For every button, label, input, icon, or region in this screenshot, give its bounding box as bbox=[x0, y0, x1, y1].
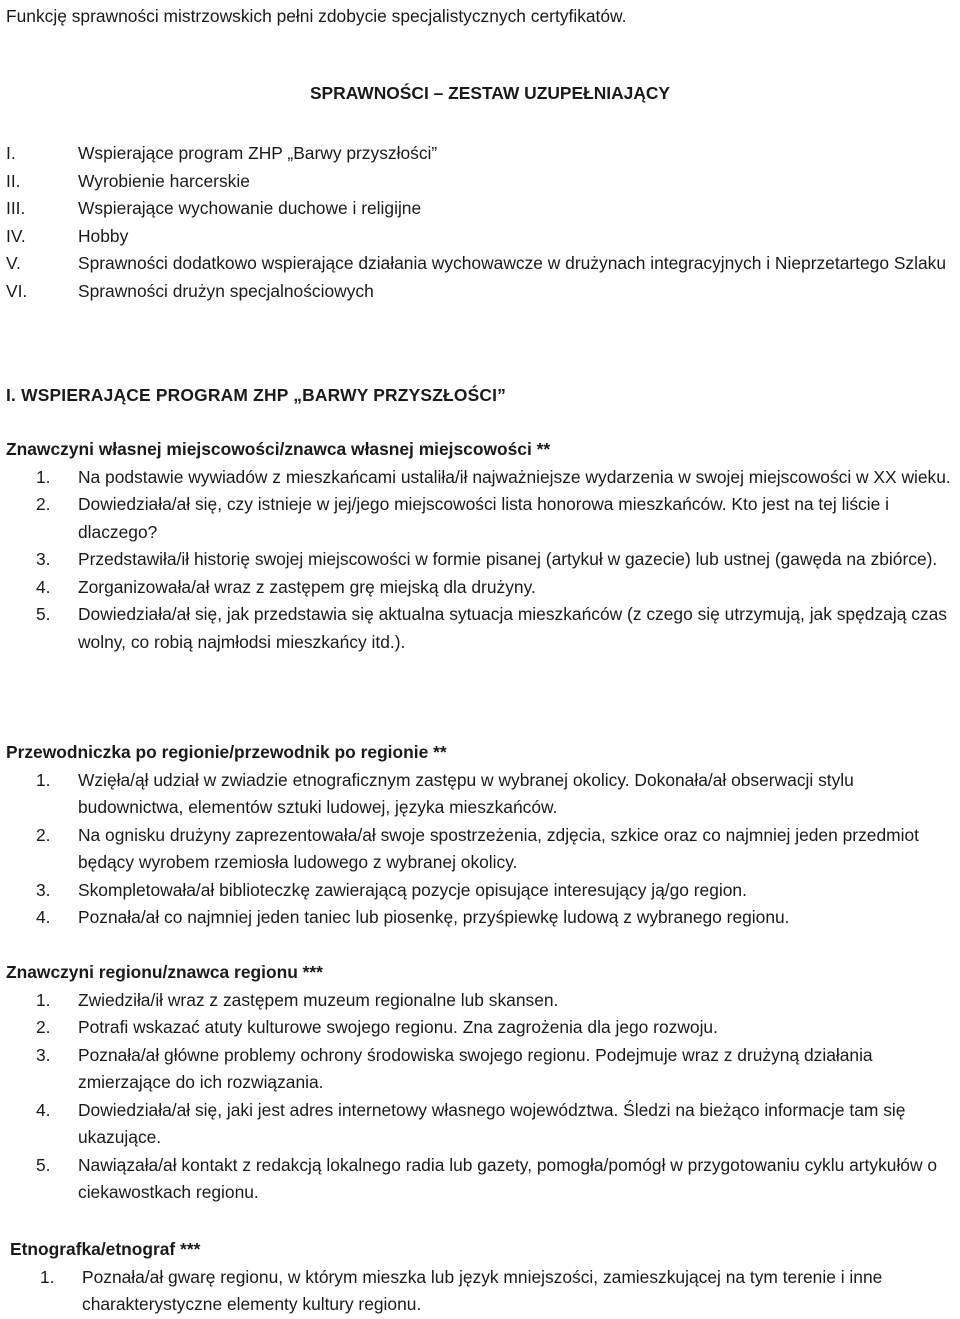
requirement-item bbox=[6, 491, 958, 546]
requirement-text: Dowiedziała/ał się, jaki jest adres internetowy własnego województwa. Śledzi na bieżąco informacje tam się ukazujące. bbox=[78, 1099, 906, 1147]
badge-block-region-guide bbox=[6, 739, 958, 932]
requirement-text: Dowiedziała/ał się, czy istnieje w jej/jego miejscowości lista honorowa mieszkańców. Kto jest na tej liście i dlaczego? bbox=[78, 494, 889, 542]
roman-list-item bbox=[6, 195, 956, 223]
requirement-item bbox=[6, 1014, 958, 1042]
roman-numeral: III. bbox=[6, 198, 26, 218]
requirement-item bbox=[6, 767, 958, 822]
roman-item-text: Wyrobienie harcerskie bbox=[78, 170, 250, 191]
requirement-number: 2. bbox=[36, 494, 51, 514]
requirement-number: 3. bbox=[36, 1044, 51, 1065]
supplement-set-title: SPRAWNOŚCI – ZESTAW UZUPEŁNIAJĄCY bbox=[309, 83, 671, 103]
requirement-text: Nawiązała/ał kontakt z redakcją lokalnego radia lub gazety, pomogła/pomógł w przygotowaniu cyklu artykułów o ciekawostkach regionu. bbox=[78, 1154, 938, 1202]
badge-block-region-expert bbox=[6, 959, 958, 1207]
requirement-text: Dowiedziała/ał się, jak przedstawia się aktualna sytuacja mieszkańców (z czego się utrzymują, jak spędzają czas wolny, co robią najmłodsi mieszkańcy itd.). bbox=[78, 604, 947, 652]
requirement-number: 4. bbox=[36, 907, 51, 927]
roman-item-text: Sprawności dodatkowo wspierające działania wychowawcze w drużynach integracyjnych i Nieprzetartego Szlaku bbox=[78, 253, 947, 273]
requirement-item bbox=[6, 1042, 958, 1097]
requirement-number: 1. bbox=[36, 466, 51, 487]
requirement-item bbox=[6, 546, 958, 574]
requirement-text: Poznała/ał główne problemy ochrony środowiska swojego regionu. Podejmuje wraz z drużyną działania zmierzające do ich rozwiązania. bbox=[78, 1044, 873, 1092]
roman-item-text: Wspierające program ZHP „Barwy przyszłości” bbox=[78, 143, 438, 163]
section-heading: I. WSPIERAJĄCE PROGRAM ZHP „BARWY PRZYSZŁOŚCI” bbox=[6, 385, 507, 405]
requirement-number: 5. bbox=[36, 604, 51, 624]
requirement-text: Poznała/ał gwarę regionu, w którym mieszka lub język mniejszości, zamieszkującej na tym terenie i inne charakterystyczne elementy kultury regionu. bbox=[82, 1266, 883, 1314]
badge-block-ethnographer bbox=[10, 1236, 960, 1319]
requirement-text: Zorganizowała/ał wraz z zastępem grę miejską dla drużyny. bbox=[78, 576, 536, 597]
requirement-item bbox=[6, 601, 958, 656]
badge-title: Znawczyni własnej miejscowości/znawca własnej miejscowości ** bbox=[6, 439, 551, 459]
roman-list-item bbox=[6, 223, 956, 251]
badge-block-local-expert bbox=[6, 436, 958, 656]
requirement-text: Poznała/ał co najmniej jeden taniec lub piosenkę, przyśpiewkę ludową z wybranego regionu. bbox=[78, 907, 790, 927]
requirement-item bbox=[6, 904, 958, 932]
requirement-number: 3. bbox=[36, 879, 51, 900]
requirement-item bbox=[6, 822, 958, 877]
requirement-text: Na podstawie wywiadów z mieszkańcami ustaliła/ił najważniejsze wydarzenia w swojej miejscowości w XX wieku. bbox=[78, 466, 951, 487]
roman-list-item bbox=[6, 168, 956, 196]
requirement-item bbox=[6, 877, 958, 905]
requirement-number: 4. bbox=[36, 1099, 51, 1120]
requirement-number: 1. bbox=[40, 1266, 55, 1287]
requirement-text: Przedstawiła/ił historię swojej miejscowości w formie pisanej (artykuł w gazecie) lub ustnej (gawęda na zbiórce). bbox=[78, 549, 938, 569]
roman-list-item bbox=[6, 140, 956, 168]
requirement-text: Skompletowała/ał biblioteczkę zawierającą pozycje opisujące interesujący ją/go region. bbox=[78, 879, 747, 900]
roman-numeral: VI. bbox=[6, 280, 28, 301]
roman-item-text: Sprawności drużyn specjalnościowych bbox=[78, 280, 374, 301]
requirement-item bbox=[6, 574, 958, 602]
requirement-number: 3. bbox=[36, 549, 51, 569]
roman-item-text: Hobby bbox=[78, 225, 129, 246]
roman-numeral: I. bbox=[6, 143, 16, 163]
requirement-number: 2. bbox=[36, 824, 51, 845]
requirement-text: Na ognisku drużyny zaprezentowała/ał swoje spostrzeżenia, zdjęcia, szkice oraz co najmniej jeden przedmiot będący wyrobem rzemiosła ludowego z wybranej okolicy. bbox=[78, 824, 919, 872]
badge-title: Przewodniczka po regionie/przewodnik po regionie ** bbox=[6, 742, 447, 762]
requirement-item bbox=[6, 987, 958, 1015]
requirement-item bbox=[10, 1264, 960, 1319]
roman-numeral: II. bbox=[6, 170, 21, 191]
requirement-text: Potrafi wskazać atuty kulturowe swojego regionu. Zna zagrożenia dla jego rozwoju. bbox=[78, 1017, 718, 1037]
requirement-item bbox=[6, 464, 958, 492]
requirement-text: Zwiedziła/ił wraz z zastępem muzeum regionalne lub skansen. bbox=[78, 989, 559, 1010]
requirement-text: Wzięła/ął udział w zwiadzie etnograficznym zastępu w wybranej okolicy. Dokonała/ał obserwacji stylu budownictwa, elementów sztuki ludowej, języka mieszkańców. bbox=[78, 769, 854, 817]
requirement-item bbox=[6, 1152, 958, 1207]
requirement-item bbox=[6, 1097, 958, 1152]
roman-numeral: IV. bbox=[6, 225, 26, 246]
badge-title: Etnografka/etnograf *** bbox=[10, 1239, 201, 1259]
roman-list-item bbox=[6, 278, 956, 306]
roman-item-text: Wspierające wychowanie duchowe i religijne bbox=[78, 198, 422, 218]
roman-list bbox=[6, 140, 956, 305]
roman-list-item bbox=[6, 250, 956, 278]
requirement-number: 4. bbox=[36, 576, 51, 597]
roman-numeral: V. bbox=[6, 253, 21, 273]
requirement-number: 1. bbox=[36, 769, 51, 790]
requirement-number: 2. bbox=[36, 1017, 51, 1037]
intro-paragraph: Funkcję sprawności mistrzowskich pełni zdobycie specjalistycznych certyfikatów. bbox=[6, 6, 627, 26]
badge-title: Znawczyni regionu/znawca regionu *** bbox=[6, 962, 323, 982]
requirement-number: 5. bbox=[36, 1154, 51, 1175]
requirement-number: 1. bbox=[36, 989, 51, 1010]
